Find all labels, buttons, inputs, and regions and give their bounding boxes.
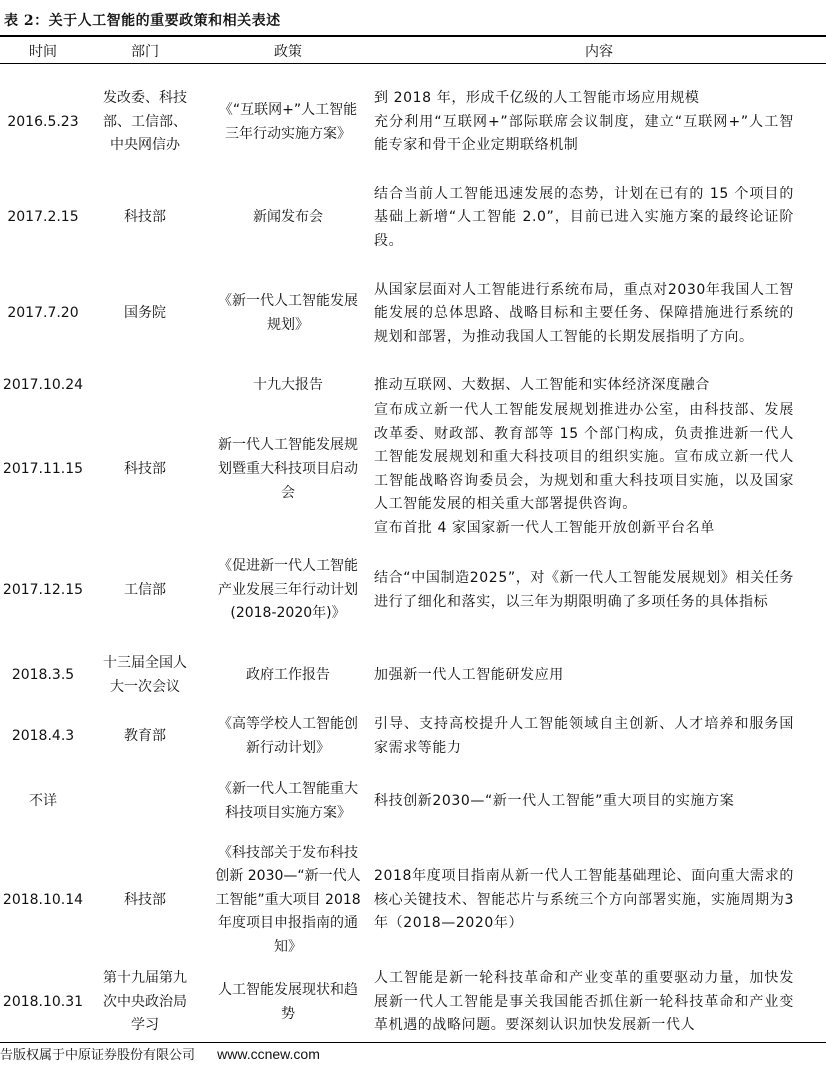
cell-dept-text: 教育部 — [124, 727, 166, 744]
cell-date: 2017.2.15 — [7, 209, 79, 226]
table-row — [0, 541, 826, 641]
cell-dept — [86, 181, 204, 255]
cell-content-text: 宣布成立新一代人工智能发展规划推进办公室，由科技部、发展改革委、财政部、教育部等 15 个部门构成，负责推进新一代人工智能发展规划和重大科技项目的组织实施。宣布成立新一代人工智能战略咨询委员会，为规划和重大科技项目实施，以及国家人工智能发展的相关重大部署提供咨询。 宣布首批 4 家国家新一代人工智能开放创新平台名单 — [374, 402, 794, 536]
cell-date: 2017.10.24 — [2, 377, 84, 394]
cell-dept-text: 十三届全国人大一次会议 — [103, 654, 187, 695]
cell-dept — [86, 373, 204, 399]
cell-content — [372, 399, 826, 541]
cell-dept — [86, 541, 204, 641]
cell-policy-text: 《高等学校人工智能创新行动计划》 — [218, 715, 358, 756]
cell-policy-text: 《科技部关于发布科技创新 2030—“新一代人工智能”重大项目 2018 年度项目申报指南的通知》 — [215, 844, 361, 955]
cell-dept — [86, 711, 204, 763]
cell-content — [372, 255, 826, 373]
cell-policy — [204, 763, 372, 842]
table-row — [0, 64, 826, 181]
cell-policy — [204, 373, 372, 399]
cell-policy — [204, 960, 372, 1046]
cell-policy-text: 《促进新一代人工智能产业发展三年行动计划(2018-2020年)》 — [218, 558, 358, 622]
cell-dept — [86, 960, 204, 1046]
cell-dept-text: 国务院 — [124, 305, 166, 322]
page-footer — [0, 1045, 320, 1065]
footer-copyright: 告版权属于中原证券股份有限公司 — [0, 1048, 196, 1063]
cell-content — [372, 64, 826, 181]
table-row — [0, 399, 826, 541]
cell-policy — [204, 399, 372, 541]
cell-dept — [86, 842, 204, 960]
header-dept: 部门 — [131, 44, 159, 60]
table-row — [0, 641, 826, 711]
cell-content — [372, 960, 826, 1046]
cell-policy — [204, 255, 372, 373]
cell-policy — [204, 842, 372, 960]
cell-content-text: 从国家层面对人工智能进行系统布局，重点对2030年我国人工智能发展的总体思路、战略目标和主要任务、保障措施进行系统的规划和部署，为推动我国人工智能的长期发展指明了方向。 — [374, 281, 794, 345]
cell-dept — [86, 399, 204, 541]
cell-date: 2017.7.20 — [7, 305, 79, 322]
cell-date: 2016.5.23 — [7, 113, 79, 130]
cell-content-text: 结合“中国制造2025”，对《新一代人工智能发展规划》相关任务进行了细化和落实，以三年为期限明确了多项任务的具体指标 — [374, 569, 794, 610]
table-row — [0, 960, 826, 1046]
cell-dept-text: 发改委、科技部、工信部、中央网信办 — [103, 90, 187, 154]
cell-policy — [204, 541, 372, 641]
table-row — [0, 842, 826, 960]
cell-date: 不详 — [29, 793, 57, 810]
table-row — [0, 255, 826, 373]
table-row — [0, 763, 826, 842]
cell-content — [372, 842, 826, 960]
cell-date: 2017.12.15 — [2, 581, 84, 598]
cell-policy-text: 《新一代人工智能重大科技项目实施方案》 — [218, 781, 358, 822]
cell-dept-text: 科技部 — [124, 209, 166, 226]
cell-content — [372, 641, 826, 711]
cell-date: 2017.11.15 — [2, 460, 84, 477]
cell-content — [372, 181, 826, 255]
cell-content-text: 科技创新2030—“新一代人工智能”重大项目的实施方案 — [374, 793, 735, 810]
cell-date: 2018.4.3 — [11, 727, 75, 744]
cell-dept — [86, 641, 204, 711]
cell-policy-text: 十九大报告 — [253, 377, 323, 394]
header-content: 内容 — [585, 44, 613, 60]
cell-policy-text: 人工智能发展现状和趋势 — [218, 981, 358, 1022]
cell-policy-text: 新闻发布会 — [253, 209, 323, 226]
cell-dept-text: 第十九届第九次中央政治局学习 — [103, 970, 187, 1034]
cell-policy — [204, 64, 372, 181]
cell-date: 2018.3.5 — [11, 666, 75, 683]
cell-policy-text: 《新一代人工智能发展规划》 — [218, 293, 358, 333]
footer-url: www.ccnew.com — [217, 1046, 320, 1062]
cell-content-text: 人工智能是新一轮科技革命和产业变革的重要驱动力量，加快发展新一代人工智能是事关我国能否抓住新一轮科技革命和产业变革机遇的战略问题。要深刻认识加快发展新一代人 — [374, 970, 794, 1034]
header-date: 时间 — [29, 44, 57, 60]
cell-dept — [86, 763, 204, 842]
cell-content — [372, 541, 826, 641]
cell-content-text: 引导、支持高校提升人工智能领域自主创新、人才培养和服务国家需求等能力 — [374, 715, 794, 756]
table-row — [0, 711, 826, 763]
cell-policy — [204, 641, 372, 711]
cell-policy — [204, 711, 372, 763]
cell-dept-text: 科技部 — [124, 460, 166, 477]
table-row — [0, 181, 826, 255]
cell-date: 2018.10.14 — [2, 891, 84, 908]
table-header — [0, 37, 826, 63]
table-title: 表 2：关于人工智能的重要政策和相关表述 — [4, 13, 281, 29]
cell-content — [372, 711, 826, 763]
cell-date: 2018.10.31 — [2, 993, 84, 1010]
cell-content-text: 加强新一代人工智能研发应用 — [374, 666, 564, 683]
cell-dept-text: 科技部 — [124, 891, 166, 908]
policy-table — [0, 64, 826, 1046]
cell-dept-text: 工信部 — [124, 581, 166, 598]
cell-content-text: 结合当前人工智能迅速发展的态势，计划在已有的 15 个项目的基础上新增“人工智能 2.0”，目前已进入实施方案的最终论证阶段。 — [374, 185, 794, 249]
cell-dept — [86, 255, 204, 373]
cell-policy-text: 《“互联网+”人工智能三年行动实施方案》 — [218, 101, 358, 142]
cell-content — [372, 373, 826, 399]
cell-policy-text: 政府工作报告 — [246, 666, 330, 683]
cell-content-text: 2018年度项目指南从新一代人工智能基础理论、面向重大需求的核心关键技术、智能芯片与系统三个方向部署实施，实施周期为3年（2018—2020年） — [374, 868, 794, 932]
cell-dept — [86, 64, 204, 181]
cell-content-text: 到 2018 年，形成千亿级的人工智能市场应用规模 充分利用“互联网+”部际联席会议制度，建立“互联网+”人工智能专家和骨干企业定期联络机制 — [374, 90, 794, 154]
header-policy: 政策 — [274, 44, 302, 60]
cell-policy-text: 新一代人工智能发展规划暨重大科技项目启动会 — [218, 437, 358, 501]
cell-policy — [204, 181, 372, 255]
cell-content-text: 推动互联网、大数据、人工智能和实体经济深度融合 — [374, 377, 710, 394]
table-bottom-rule — [0, 1042, 826, 1043]
cell-content — [372, 763, 826, 842]
table-row — [0, 373, 826, 399]
